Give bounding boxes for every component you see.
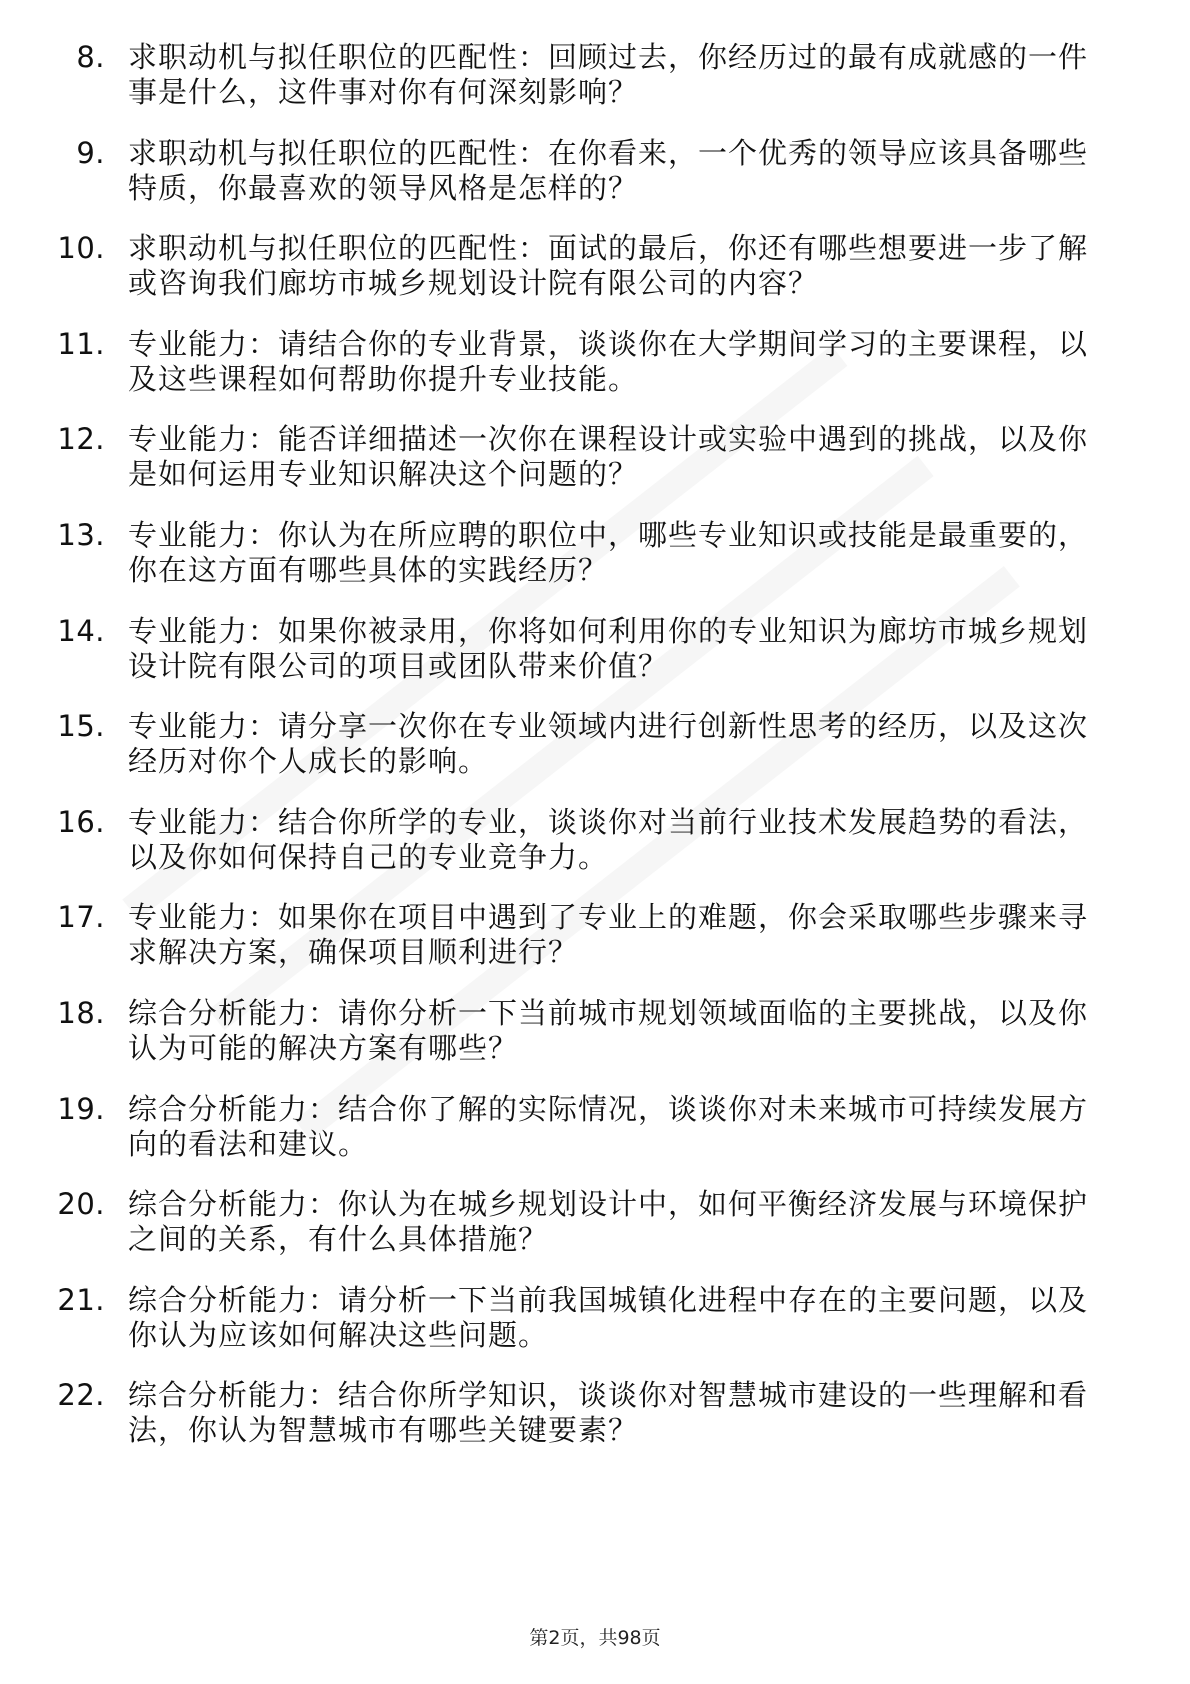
- question-item: [0, 327, 1190, 397]
- question-number: 20.: [57, 1187, 105, 1222]
- question-text: 求职动机与拟任职位的匹配性：面试的最后，你还有哪些想要进一步了解或咨询我们廊坊市城乡规划设计院有限公司的内容？: [128, 231, 1089, 301]
- question-number: 18.: [57, 995, 105, 1030]
- question-item: [0, 40, 1190, 110]
- question-number: 10.: [57, 231, 105, 266]
- question-text: 综合分析能力：结合你了解的实际情况，谈谈你对未来城市可持续发展方向的看法和建议。: [128, 1091, 1089, 1161]
- question-text: 专业能力：如果你被录用，你将如何利用你的专业知识为廊坊市城乡规划设计院有限公司的项目或团队带来价值？: [128, 613, 1089, 683]
- question-item: [0, 518, 1190, 588]
- question-item: [0, 996, 1190, 1066]
- question-number: 14.: [57, 613, 105, 648]
- question-text: 专业能力：请分享一次你在专业领域内进行创新性思考的经历，以及这次经历对你个人成长的影响。: [128, 709, 1089, 779]
- question-item: [0, 422, 1190, 492]
- question-number: 17.: [57, 900, 105, 935]
- question-item: [0, 709, 1190, 779]
- question-number: 13.: [57, 517, 105, 552]
- question-text: 求职动机与拟任职位的匹配性：回顾过去，你经历过的最有成就感的一件事是什么，这件事对你有何深刻影响？: [128, 40, 1089, 109]
- question-text: 综合分析能力：你认为在城乡规划设计中，如何平衡经济发展与环境保护之间的关系，有什么具体措施？: [128, 1187, 1089, 1257]
- question-item: [0, 1187, 1190, 1257]
- question-text: 专业能力：你认为在所应聘的职位中，哪些专业知识或技能是最重要的，你在这方面有哪些具体的实践经历？: [128, 517, 1089, 587]
- question-number: 22.: [57, 1378, 105, 1413]
- question-text: 求职动机与拟任职位的匹配性：在你看来，一个优秀的领导应该具备哪些特质，你最喜欢的领导风格是怎样的？: [128, 135, 1089, 205]
- question-text: 综合分析能力：请分析一下当前我国城镇化进程中存在的主要问题，以及你认为应该如何解决这些问题。: [128, 1282, 1089, 1352]
- question-number: 11.: [57, 326, 105, 361]
- question-number: 15.: [57, 709, 105, 744]
- question-number: 12.: [57, 422, 105, 457]
- question-text: 专业能力：结合你所学的专业，谈谈你对当前行业技术发展趋势的看法，以及你如何保持自己的专业竞争力。: [128, 804, 1089, 874]
- question-text: 专业能力：能否详细描述一次你在课程设计或实验中遇到的挑战，以及你是如何运用专业知识解决这个问题的？: [128, 422, 1089, 492]
- question-text: 专业能力：请结合你的专业背景，谈谈你在大学期间学习的主要课程，以及这些课程如何帮助你提升专业技能。: [128, 326, 1089, 396]
- question-item: [0, 1092, 1190, 1162]
- question-item: [0, 231, 1190, 301]
- page-number-footer: 第2页，共98页: [529, 1627, 661, 1649]
- question-item: [0, 1283, 1190, 1353]
- question-text: 综合分析能力：请你分析一下当前城市规划领域面临的主要挑战，以及你认为可能的解决方案有哪些？: [128, 995, 1089, 1065]
- question-item: [0, 805, 1190, 875]
- question-list: [0, 40, 1190, 1474]
- question-item: [0, 614, 1190, 684]
- question-number: 21.: [57, 1282, 105, 1317]
- question-text: 专业能力：如果你在项目中遇到了专业上的难题，你会采取哪些步骤来寻求解决方案，确保项目顺利进行？: [128, 900, 1089, 970]
- question-number: 16.: [57, 804, 105, 839]
- question-item: [0, 900, 1190, 970]
- question-number: 9.: [76, 135, 105, 170]
- question-text: 综合分析能力：结合你所学知识，谈谈你对智慧城市建设的一些理解和看法，你认为智慧城市有哪些关键要素？: [128, 1378, 1089, 1448]
- question-number: 19.: [57, 1091, 105, 1126]
- question-item: [0, 136, 1190, 206]
- question-item: [0, 1378, 1190, 1448]
- question-number: 8.: [76, 40, 105, 74]
